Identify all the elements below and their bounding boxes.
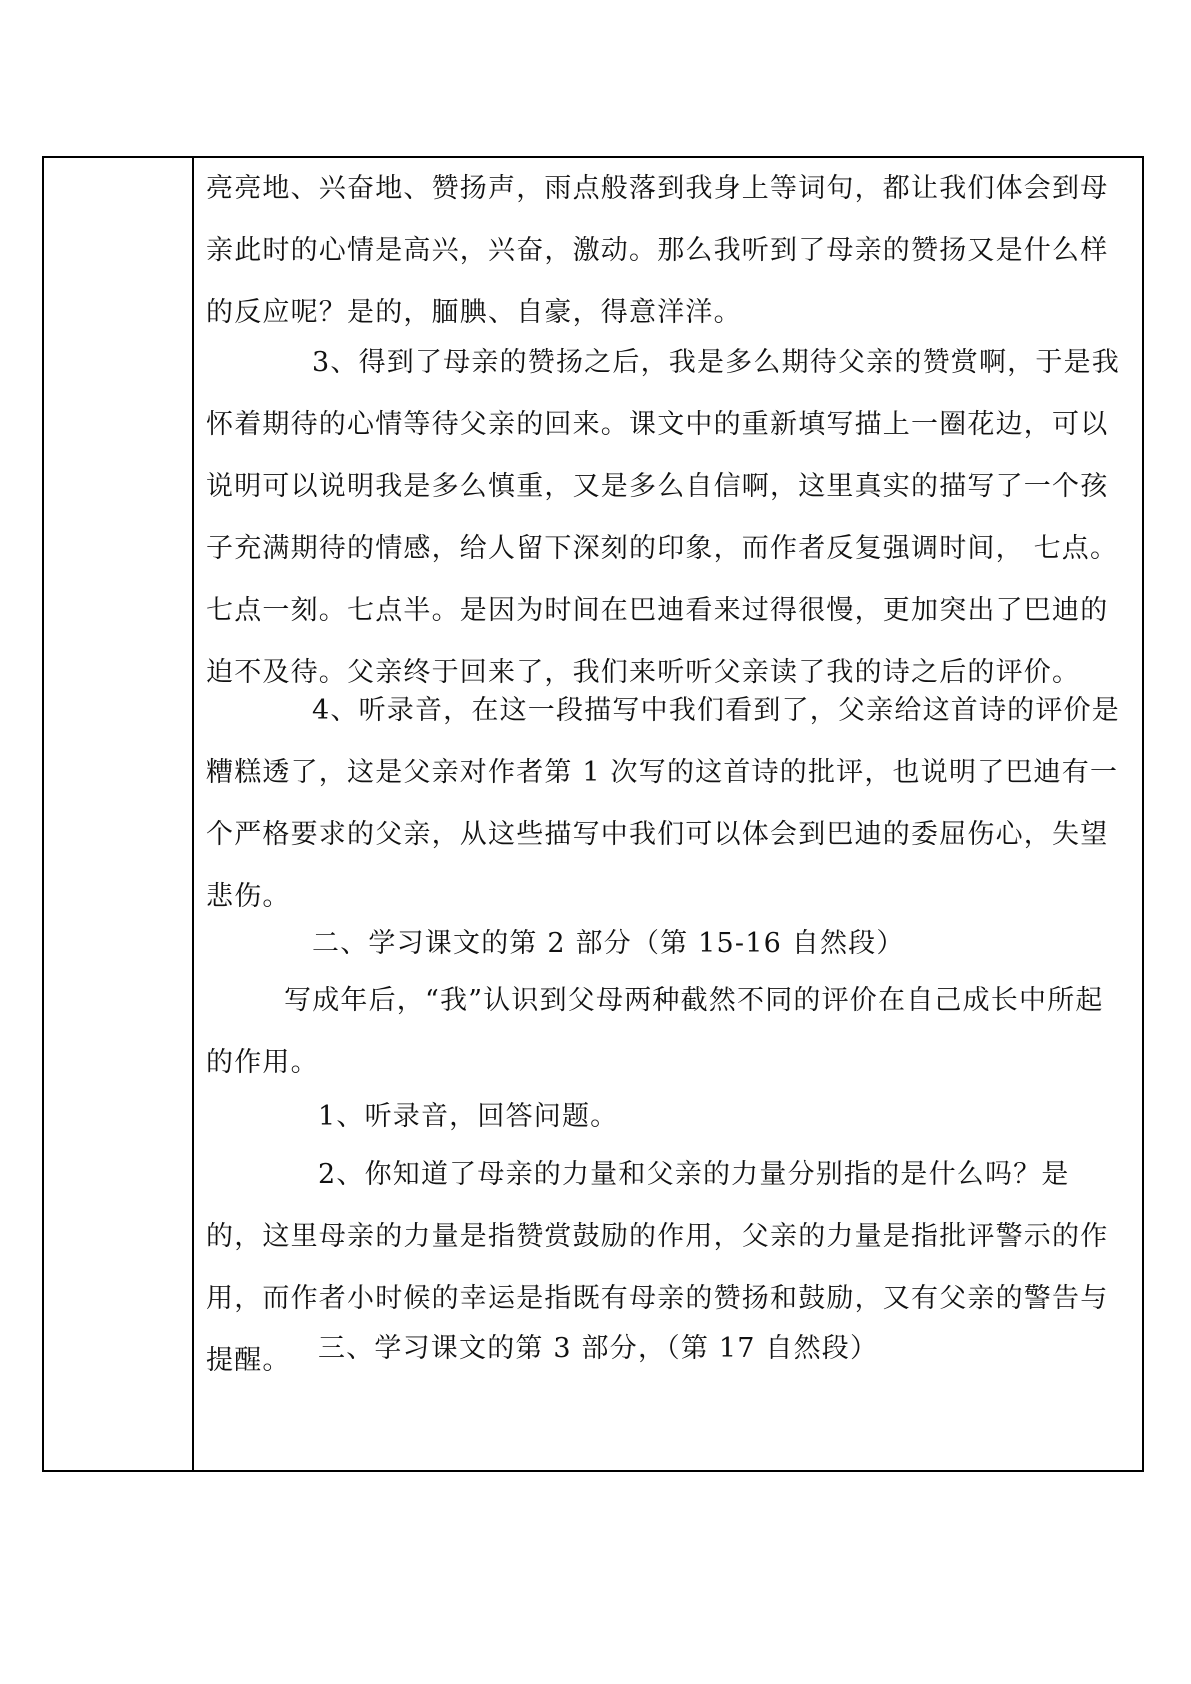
table-content-cell <box>194 158 1142 1470</box>
paragraph-3: 4、听录音，在这一段描写中我们看到了，父亲给这首诗的评价是糟糕透了，这是父亲对作者第 1 次写的这首诗的批评，也说明了巴迪有一个严格要求的父亲，从这些描写中我们可以体会到巴迪的委屈伤心，失望悲伤。 <box>206 695 1120 912</box>
paragraph-2: 3、得到了母亲的赞扬之后，我是多么期待父亲的赞赏啊，于是我怀着期待的心情等待父亲的回来。课文中的重新填写描上一圈花边，可以说明可以说明我是多么慎重，又是多么自信啊，这里真实的描写了一个孩子充满期待的情感，给人留下深刻的印象，而作者反复强调时间， 七点。七点一刻。七点半。是因为时间在巴迪看来过得很慢，更加突出了巴迪的迫不及待。父亲终于回来了，我们来听听父亲读了我的诗之后的评价。 <box>206 347 1120 688</box>
paragraph-7: 2、你知道了母亲的力量和父亲的力量分别指的是什么吗？是的，这里母亲的力量是指赞赏鼓励的作用，父亲的力量是指批评警示的作用，而作者小时候的幸运是指既有母亲的赞扬和鼓励，又有父亲的警告与提醒。 <box>206 1159 1109 1376</box>
paragraph-8-heading: 三、学习课文的第 3 部分，（第 17 自然段） <box>318 1333 879 1364</box>
paragraph-4-heading: 二、学习课文的第 2 部分（第 15-16 自然段） <box>312 928 905 959</box>
paragraph-1: 亮亮地、兴奋地、赞扬声，雨点般落到我身上等词句，都让我们体会到母亲此时的心情是高兴，兴奋，激动。那么我听到了母亲的赞扬又是什么样的反应呢？是的，腼腆、自豪，得意洋洋。 <box>206 173 1109 328</box>
document-table <box>42 156 1144 1472</box>
paragraph-6: 1、听录音，回答问题。 <box>318 1101 619 1132</box>
paragraph-5: 写成年后，“我”认识到父母两种截然不同的评价在自己成长中所起的作用。 <box>206 985 1104 1078</box>
table-left-cell <box>44 158 194 1470</box>
